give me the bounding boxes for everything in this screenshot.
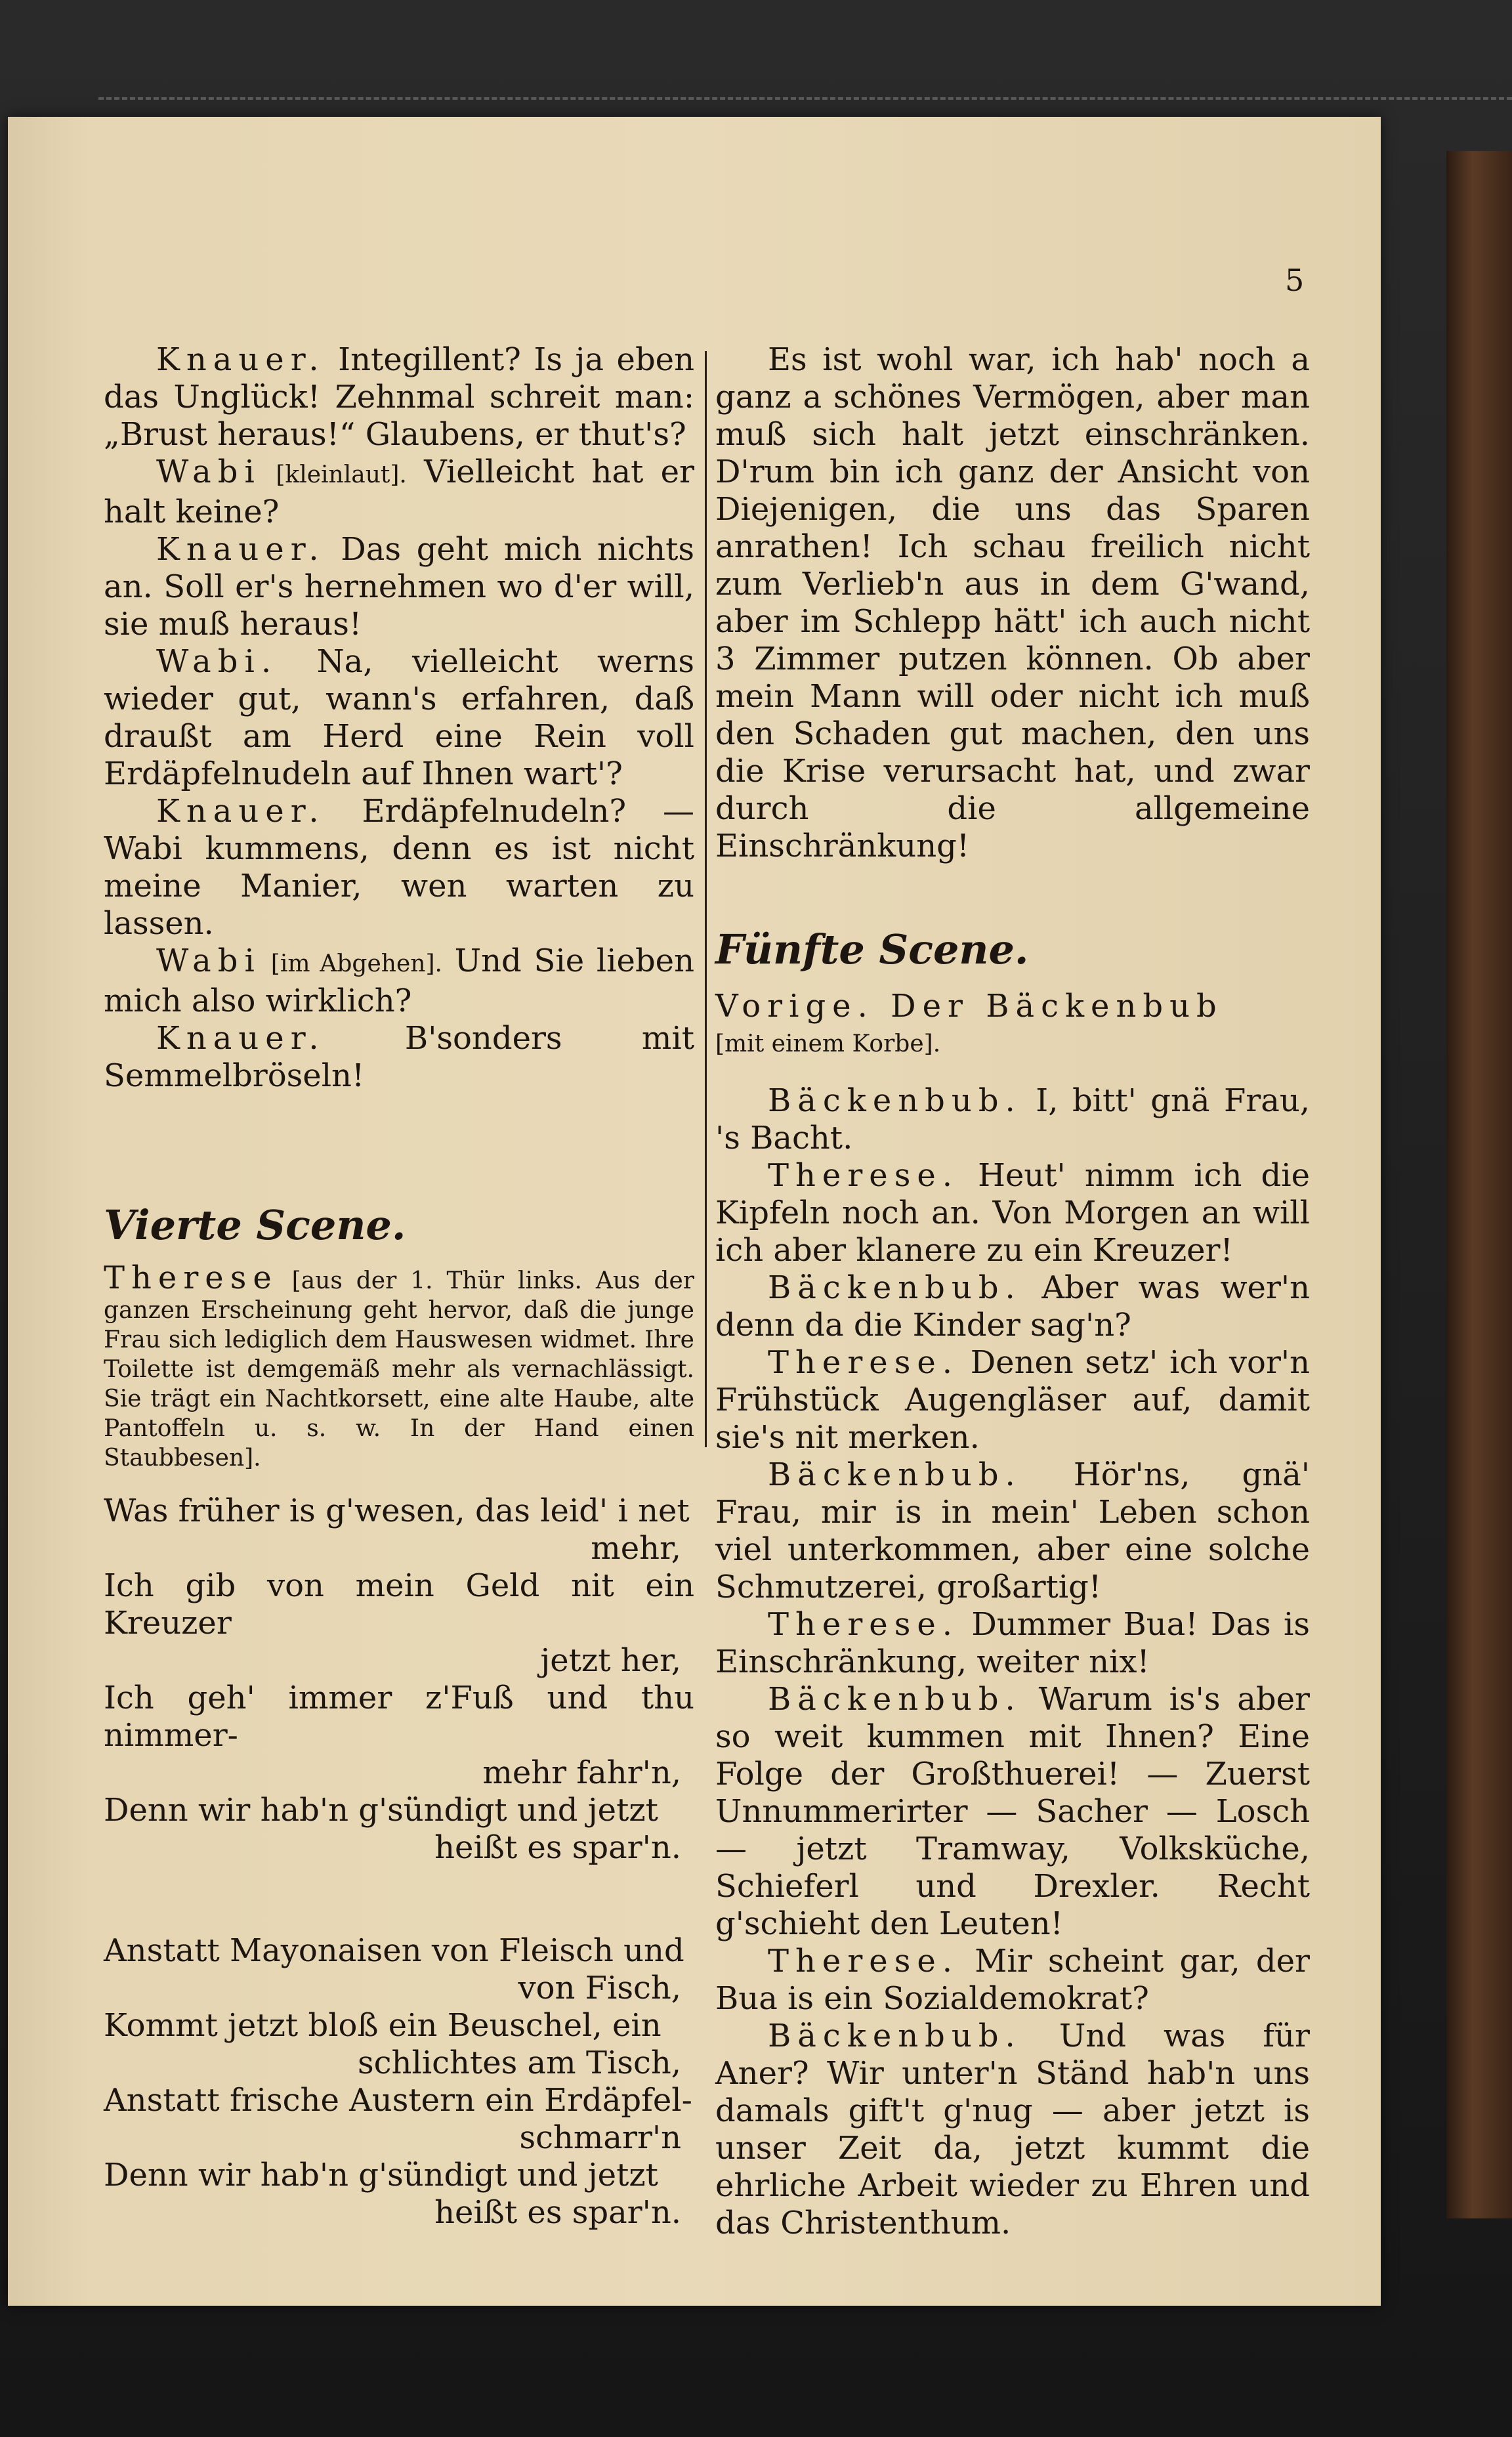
verse-line-continuation: heißt es spar'n. bbox=[434, 1829, 681, 1866]
speech: Und was für Aner? Wir unter'n Ständ hab'n uns damals gift't g'nug — aber jetzt is unser Zeit da, jetzt kummt die ehrliche Arbeit wieder zu Ehren und das Christenthum. bbox=[715, 2018, 1310, 2241]
scene-heading: Fünfte Scene. bbox=[715, 925, 1029, 973]
speaker: Knauer. bbox=[156, 531, 326, 568]
verse-line-continuation: jetzt her, bbox=[540, 1642, 681, 1679]
speaker: Wabi bbox=[156, 454, 261, 490]
verse-line-continuation: mehr, bbox=[591, 1530, 681, 1567]
dialogue-line bbox=[104, 1020, 694, 1095]
speaker: Knauer. bbox=[156, 1020, 326, 1057]
speaker: Therese. bbox=[768, 1943, 959, 1980]
stage-direction-block bbox=[104, 1260, 694, 1473]
speaker: Wabi. bbox=[156, 643, 278, 680]
dialogue-line bbox=[715, 1681, 1310, 1943]
speaker: Knauer. bbox=[156, 793, 326, 830]
cast-list: Vorige. Der Bäckenbub bbox=[715, 988, 1223, 1025]
speech: Mir scheint gar, der Bua is ein Sozialdemokrat? bbox=[715, 1943, 1310, 2017]
speaker: Bäckenbub. bbox=[768, 2018, 1022, 2054]
speech: I, bitt' gnä Frau, 's Bacht. bbox=[715, 1082, 1310, 1156]
stage-text: [aus der 1. Thür links. Aus der ganzen Erscheinung geht hervor, daß die junge Frau sich lediglich dem Hauswesen widmet. Ihre Toilette ist demgemäß mehr als vernachlässigt. Sie trägt ein Nachtkorsett, eine alte Haube, alte Pantoffeln u. s. w. In der Hand einen Staubbesen]. bbox=[104, 1267, 694, 1472]
dialogue-line bbox=[715, 2018, 1310, 2242]
speech: Vielleicht hat er halt keine? bbox=[104, 454, 694, 530]
book-spine-edge bbox=[1446, 151, 1512, 2218]
page-number: 5 bbox=[1285, 263, 1305, 298]
dialogue-line bbox=[715, 1082, 1310, 1157]
cover-stitching bbox=[98, 97, 1512, 100]
speech: Und Sie lieben mich also wirklich? bbox=[104, 943, 694, 1019]
stage-direction: [kleinlaut]. bbox=[261, 461, 407, 488]
verse-line: Was früher is g'wesen, das leid' i net bbox=[104, 1493, 690, 1529]
speech: Aber was wer'n denn da die Kinder sag'n? bbox=[715, 1269, 1310, 1344]
speech-paragraph: Es ist wohl war, ich hab' noch a ganz a schönes Vermögen, aber man muß sich halt jetzt einschränken. D'rum bin ich ganz der Ansicht von Diejenigen, die uns das Sparen anrathen! Ich schau freilich nicht zum Verlieb'n aus in dem G'wand, aber im Schlepp hätt' ich auch nicht 3 Zimmer putzen können. Ob aber mein Mann will oder nicht ich muß den Schaden gut machen, den uns die Krise verursacht hat, und zwar durch die allgemeine Einschränkung! bbox=[715, 341, 1310, 864]
speech: Dummer Bua! Das is Einschränkung, weiter nix! bbox=[715, 1606, 1310, 1680]
speaker: Therese. bbox=[768, 1606, 959, 1643]
verse-line-continuation: von Fisch, bbox=[518, 1970, 681, 2006]
speaker: Therese bbox=[104, 1260, 278, 1296]
verse-line: Anstatt Mayonaisen von Fleisch und bbox=[104, 1932, 684, 1969]
column-divider bbox=[705, 351, 707, 1447]
dialogue-line bbox=[715, 1456, 1310, 1606]
dialogue-line bbox=[104, 341, 694, 454]
speaker: Bäckenbub. bbox=[768, 1082, 1022, 1119]
dialogue-line bbox=[715, 1606, 1310, 1681]
dialogue-line bbox=[104, 793, 694, 943]
dialogue-line bbox=[104, 643, 694, 793]
speech: B'sonders mit Semmelbröseln! bbox=[104, 1020, 694, 1094]
speaker: Knauer. bbox=[156, 341, 326, 378]
speech: Integillent? Is ja eben das Unglück! Zehnmal schreit man: „Brust heraus!“ Glaubens, er thut's? bbox=[104, 341, 694, 453]
speaker: Bäckenbub. bbox=[768, 1681, 1022, 1718]
speaker: Wabi bbox=[156, 943, 261, 979]
verse-line: Ich gib von mein Geld nit ein Kreuzer bbox=[104, 1567, 694, 1642]
dialogue-line bbox=[715, 1269, 1310, 1344]
dialogue-line bbox=[104, 531, 694, 643]
right-column bbox=[715, 341, 1310, 2242]
dialogue-line bbox=[715, 1943, 1310, 2018]
cast-stage-direction: [mit einem Korbe]. bbox=[715, 1030, 941, 1057]
speech: Das geht mich nichts an. Soll er's hernehmen wo d'er will, sie muß heraus! bbox=[104, 531, 694, 643]
verse-stanza-2 bbox=[104, 1932, 694, 2232]
left-column bbox=[104, 341, 694, 2232]
speaker: Therese. bbox=[768, 1344, 959, 1381]
speech: Hör'ns, gnä' Frau, mir is in mein' Leben schon viel unterkommen, aber eine solche Schmutzerei, großartig! bbox=[715, 1456, 1310, 1605]
dialogue-line bbox=[104, 454, 694, 531]
speaker: Bäckenbub. bbox=[768, 1269, 1022, 1306]
verse-line: Kommt jetzt bloß ein Beuschel, ein bbox=[104, 2007, 662, 2044]
verse-line-continuation: schmarr'n bbox=[519, 2119, 681, 2156]
dialogue-line bbox=[104, 943, 694, 1020]
verse-line: Ich geh' immer z'Fuß und thu nimmer- bbox=[104, 1680, 694, 1754]
speaker: Bäckenbub. bbox=[768, 1456, 1022, 1493]
verse-line-continuation: mehr fahr'n, bbox=[482, 1754, 681, 1791]
stage-direction: [im Abgehen]. bbox=[261, 950, 442, 977]
verse-stanza-1 bbox=[104, 1493, 694, 1867]
speech: Warum is's aber so weit kummen mit Ihnen? Eine Folge der Großthuerei! — Zuerst Unnummerirter — Sacher — Losch — jetzt Tramway, Volksküche, Schieferl und Drexler. Recht g'schieht den Leuten! bbox=[715, 1681, 1310, 1942]
speech: Denen setz' ich vor'n Frühstück Augengläser auf, damit sie's nit merken. bbox=[715, 1344, 1310, 1456]
speaker: Therese. bbox=[768, 1157, 959, 1194]
scene-heading: Vierte Scene. bbox=[104, 1201, 406, 1249]
dialogue-line bbox=[715, 1344, 1310, 1456]
speech: Heut' nimm ich die Kipfeln noch an. Von Morgen an will ich aber klanere zu ein Kreuzer! bbox=[715, 1157, 1310, 1269]
verse-line: Anstatt frische Austern ein Erdäpfel- bbox=[104, 2082, 692, 2119]
dialogue-line bbox=[715, 1157, 1310, 1269]
verse-line-continuation: heißt es spar'n. bbox=[434, 2194, 681, 2231]
speech: Erdäpfelnudeln? — Wabi kummens, denn es ist nicht meine Manier, wen warten zu lassen. bbox=[104, 793, 694, 942]
verse-line: Denn wir hab'n g'sündigt und jetzt bbox=[104, 2157, 658, 2193]
speech: Na, vielleicht werns wieder gut, wann's erfahren, daß draußt am Herd eine Rein voll Erdäpfelnudeln auf Ihnen wart'? bbox=[104, 643, 694, 792]
verse-line: Denn wir hab'n g'sündigt und jetzt bbox=[104, 1792, 658, 1829]
verse-line-continuation: schlichtes am Tisch, bbox=[358, 2045, 681, 2081]
